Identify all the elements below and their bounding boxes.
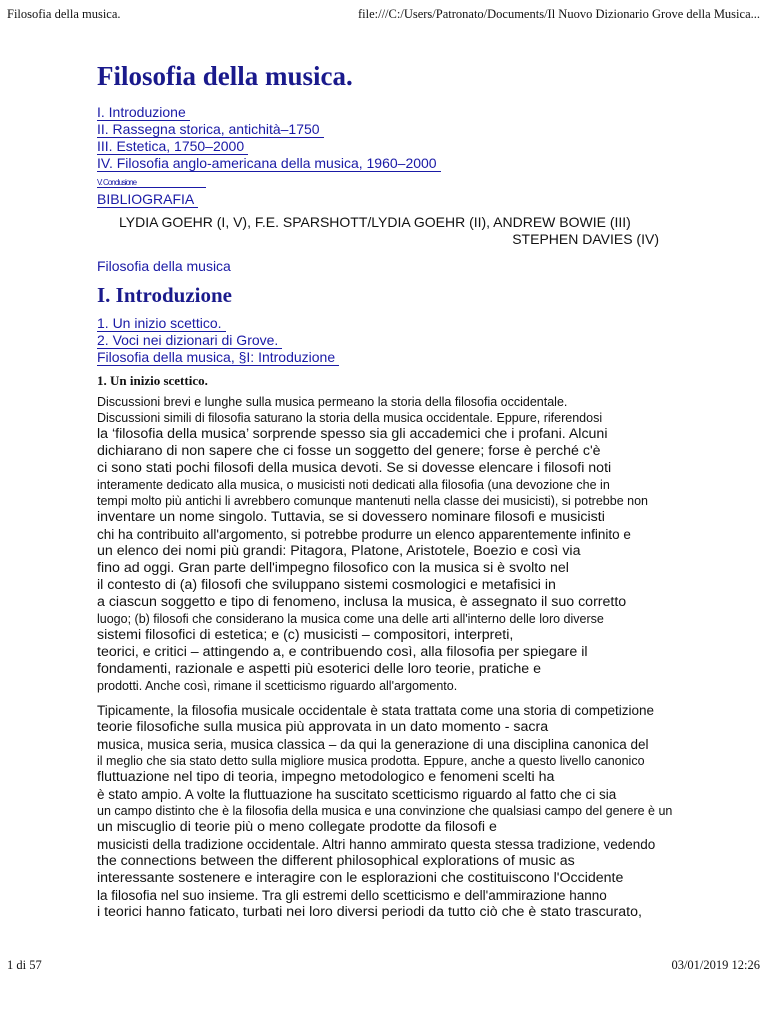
paragraph-2	[97, 702, 687, 921]
print-header-title: Filosofia della musica.	[7, 7, 121, 21]
paragraph-line: teorie filosofiche sulla musica più approvata in un dato momento - sacra	[97, 719, 549, 735]
breadcrumb-link[interactable]: Filosofia della musica	[97, 258, 231, 274]
paragraph-line: la filosofia nel suo insieme. Tra gli estremi dello scetticismo e dell'ammirazione hanno	[97, 888, 607, 903]
paragraph-line: Discussioni brevi e lunghe sulla musica permeano la storia della filosofia occidentale.	[97, 395, 568, 409]
print-header	[7, 6, 760, 22]
paragraph-line: il meglio che sia stato detto sulla migliore musica prodotta. Eppure, anche a questo livello canonico	[97, 754, 645, 768]
authors	[97, 214, 687, 248]
paragraph-line: la ‘filosofia della musica’ sorprende spesso sia gli accademici che i profani. Alcuni	[97, 426, 608, 442]
paragraph-line: un miscuglio di teorie più o meno collegate prodotte da filosofi e	[97, 819, 497, 835]
section-toc-link-introduzione[interactable]: Filosofia della musica, §I: Introduzione	[97, 349, 339, 366]
paragraph-line: dichiarano di non sapere che ci fosse un soggetto del genere; forse è perché c'è	[97, 443, 601, 459]
print-header-url: file:///C:/Users/Patronato/Documents/Il Nuovo Dizionario Grove della Musica...	[357, 7, 760, 21]
paragraph-line: è stato ampio. A volte la fluttuazione ha suscitato scetticismo riguardo al fatto che ci sia	[97, 787, 617, 802]
paragraph-line: the connections between the different philosophical explorations of music as	[97, 853, 575, 869]
paragraph-line: fondamenti, razionale e aspetti più esoterici delle loro teorie, pratiche e	[97, 661, 542, 677]
paragraph-line: il contesto di (a) filosofi che sviluppano sistemi cosmologici e metafisici in	[97, 577, 556, 593]
subsection-title: 1. Un inizio scettico.	[97, 373, 208, 388]
toc-link-conclusione[interactable]: V. Conclusione	[97, 178, 206, 188]
paragraph-line: sistemi filosofici di estetica; e (c) musicisti – compositori, interpreti,	[97, 627, 514, 643]
paragraph-line: interessante sostenere e interagire con le esplorazioni che costituiscono l'Occidente	[97, 870, 624, 886]
authors-line-2: STEPHEN DAVIES (IV)	[512, 231, 659, 247]
paragraph-line: fino ad oggi. Gran parte dell'impegno filosofico con la musica si è svolto nel	[97, 560, 569, 576]
paragraph-line: inventare un nome singolo. Tuttavia, se si dovessero nominare filosofi e musicisti	[97, 509, 605, 525]
paragraph-line: Tipicamente, la filosofia musicale occidentale è stata trattata come una storia di competizione	[97, 703, 655, 718]
paragraph-line: a ciascun soggetto e tipo di fenomeno, inclusa la musica, è assegnato il suo corretto	[97, 594, 627, 610]
paragraph-line: luogo; (b) filosofi che considerano la musica come una delle arti all'interno delle loro diverse	[97, 612, 604, 626]
breadcrumb	[97, 258, 687, 275]
paragraph-line: interamente dedicato alla musica, o musicisti noti dedicati alla filosofia (una devozione che in	[97, 478, 610, 492]
paragraph-line: i teorici hanno faticato, turbati nei loro diversi periodi da tutto ciò che è stato trascurato,	[97, 904, 642, 920]
paragraph-line: Discussioni simili di filosofia saturano la storia della musica occidentale. Eppure, riferendosi	[97, 411, 603, 425]
print-datetime: 03/01/2019 12:26	[671, 958, 760, 972]
paragraph-line: fluttuazione nel tipo di teoria, impegno metodologico e fenomeni scelti ha	[97, 769, 555, 785]
paragraph-1	[97, 394, 687, 694]
paragraph-line: musicisti della tradizione occidentale. Altri hanno ammirato questa stessa tradizione, vedendo	[97, 837, 656, 852]
toc-link-bibliografia[interactable]: BIBLIOGRAFIA	[97, 191, 198, 208]
authors-line-1: LYDIA GOEHR (I, V), F.E. SPARSHOTT/LYDIA GOEHR (II), ANDREW BOWIE (III)	[119, 214, 631, 230]
article	[97, 58, 687, 929]
paragraph-line: chi ha contribuito all'argomento, si potrebbe produrre un elenco apparentemente infinito e	[97, 527, 631, 542]
article-title: Filosofia della musica.	[97, 61, 353, 91]
page-counter: 1 di 57	[7, 958, 42, 972]
section-toc-link-voci-grove[interactable]: 2. Voci nei dizionari di Grove.	[97, 332, 282, 349]
section-toc-link-inizio-scettico[interactable]: 1. Un inizio scettico.	[97, 315, 226, 332]
paragraph-line: un campo distinto che è la filosofia della musica e una convinzione che qualsiasi campo del genere è un	[97, 804, 673, 818]
paragraph-line: musica, musica seria, musica classica – da qui la generazione di una disciplina canonica del	[97, 737, 649, 752]
toc-link-filosofia-anglo-americana[interactable]: IV. Filosofia anglo-americana della musica, 1960–2000	[97, 155, 441, 172]
paragraph-line: prodotti. Anche così, rimane il scetticismo riguardo all'argomento.	[97, 679, 458, 693]
section-title: I. Introduzione	[97, 283, 232, 307]
toc-link-estetica[interactable]: III. Estetica, 1750–2000	[97, 138, 248, 155]
article-toc	[97, 104, 687, 208]
paragraph-line: un elenco dei nomi più grandi: Pitagora, Platone, Aristotele, Boezio e così via	[97, 543, 581, 559]
paragraph-line: tempi molto più antichi li avrebbero comunque mantenuti nella classe dei musicisti), si potrebbe non	[97, 494, 648, 508]
paragraph-line: ci sono stati pochi filosofi della musica devoti. Se si dovesse elencare i filosofi noti	[97, 460, 612, 476]
toc-link-introduzione[interactable]: I. Introduzione	[97, 104, 190, 121]
paragraph-line: teorici, e critici – attingendo a, e contribuendo così, alla filosofia per spiegare il	[97, 644, 588, 660]
section-toc	[97, 315, 687, 366]
toc-link-rassegna-storica[interactable]: II. Rassegna storica, antichità–1750	[97, 121, 324, 138]
print-footer	[7, 957, 760, 973]
